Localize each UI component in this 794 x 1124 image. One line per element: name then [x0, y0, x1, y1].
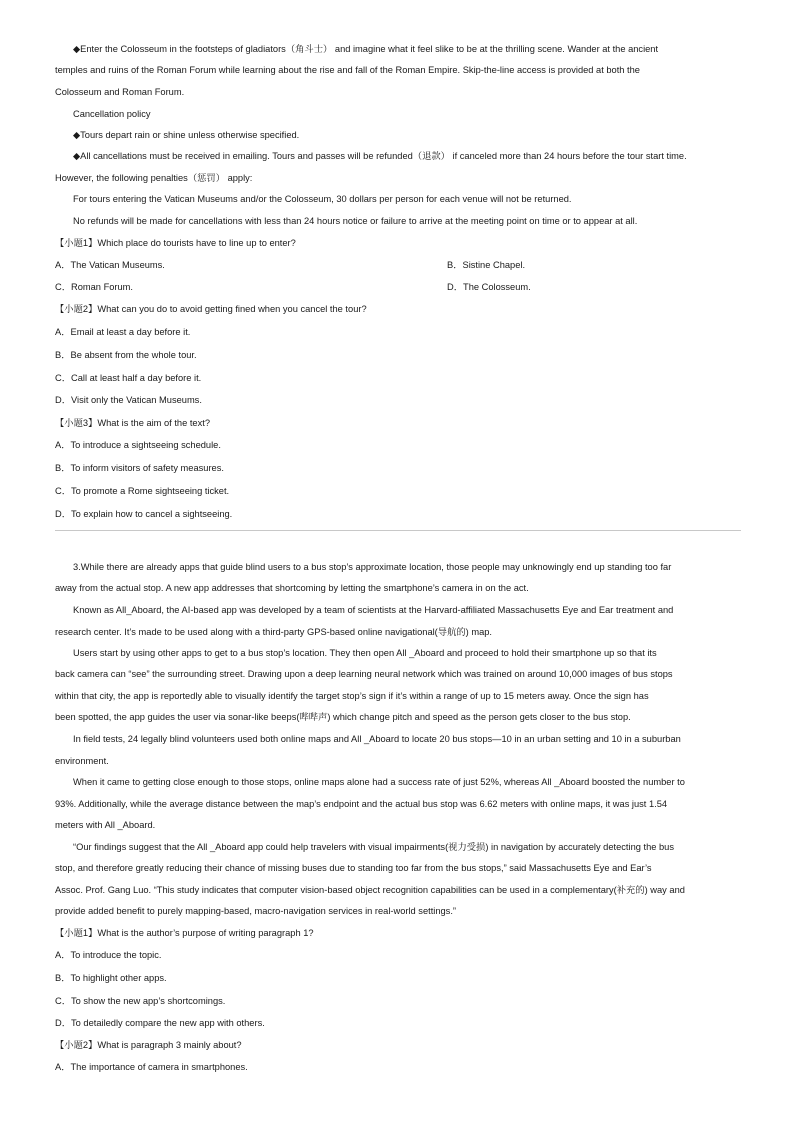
passage3-line: Known as All_Aboard, the AI-based app was developed by a team of scientists at the Harvard-affiliated Massachusetts Eye and Ear treatment and — [73, 605, 674, 615]
passage3-line: In field tests, 24 legally blind volunteers used both online maps and All _Aboard to locate 20 bus stops—10 in an urban setting and 10 in a suburban — [73, 734, 681, 744]
passage2-line: For tours entering the Vatican Museums and/or the Colosseum, 30 dollars per person for each venue will not be returned. — [73, 194, 572, 204]
answer-option-c: C．To show the new app’s shortcomings. — [55, 996, 226, 1006]
passage3-line: research center. It’s made to be used along with a third-party GPS-based online navigational(导航的) map. — [55, 627, 493, 637]
passage2-line: ◆Enter the Colosseum in the footsteps of gladiators（角斗士） and imagine what it feel slike to be at the thrilling scene. Wander at the ancient — [73, 44, 659, 54]
question-stem: 【小题1】Which place do tourists have to line up to enter? — [55, 238, 296, 248]
passage2-line: No refunds will be made for cancellations with less than 24 hours notice or failure to arrive at the meeting point on time or to appear at all. — [73, 216, 638, 226]
passage2-line: ◆Tours depart rain or shine unless otherwise specified. — [73, 130, 300, 140]
passage3-line: “Our findings suggest that the All _Aboard app could help travelers with visual impairments(视力受损) in navigation by accurately detecting the bus — [73, 842, 674, 852]
passage3-line: stop, and therefore greatly reducing their chance of missing buses due to standing too far from the bus stops,” said Massachusetts Eye and Ear’s — [55, 863, 652, 873]
answer-option-c: C．Call at least half a day before it. — [55, 373, 202, 383]
answer-option-b: B．To inform visitors of safety measures. — [55, 463, 224, 473]
answer-option-a: A．To introduce the topic. — [55, 950, 162, 960]
answer-option-a: A．To introduce a sightseeing schedule. — [55, 440, 221, 450]
passage3-line: away from the actual stop. A new app addresses that shortcoming by letting the smartphone’s camera in on the act. — [55, 583, 529, 593]
answer-option-a: A．Email at least a day before it. — [55, 327, 191, 337]
passage3-line: environment. — [55, 756, 109, 766]
answer-option-b: B．Be absent from the whole tour. — [55, 350, 197, 360]
passage3-line: When it came to getting close enough to those stops, online maps alone had a success rate of just 52%, whereas All _Aboard boosted the number to — [73, 777, 685, 787]
section-heading-cancellation: Cancellation policy — [73, 109, 151, 119]
answer-option-d: D．To explain how to cancel a sightseeing. — [55, 509, 233, 519]
answer-option-a: A．The importance of camera in smartphones. — [55, 1062, 248, 1072]
answer-option-d: D．The Colosseum. — [447, 282, 531, 292]
answer-option-c: C．To promote a Rome sightseeing ticket. — [55, 486, 230, 496]
passage3-line: 3.While there are already apps that guide blind users to a bus stop’s approximate location, those people may unknowingly end up standing too far — [73, 562, 672, 572]
passage2-line: ◆All cancellations must be received in emailing. Tours and passes will be refunded（退款） if canceled more than 24 hours before the tour start time. — [73, 151, 687, 161]
answer-option-d: D．To detailedly compare the new app with others. — [55, 1018, 265, 1028]
passage3-line: 93%. Additionally, while the average distance between the map’s endpoint and the actual bus stop was 6.62 meters with online maps, it was just 1.54 — [55, 799, 668, 809]
passage3-line: Users start by using other apps to get to a bus stop’s location. They then open All _Aboard and proceed to hold their smartphone up so that its — [73, 648, 657, 658]
passage2-line: temples and ruins of the Roman Forum while learning about the rise and fall of the Roman Empire. Skip-the-line access is provided at both the — [55, 65, 640, 75]
passage3-line: been spotted, the app guides the user via sonar-like beeps(哔哔声) which change pitch and speed as the person gets closer to the bus stop. — [55, 712, 631, 722]
passage3-line: back camera can “see” the surrounding street. Drawing upon a deep learning neural network which was trained on around 10,000 images of bus stops — [55, 669, 673, 679]
section-divider — [55, 530, 741, 531]
passage3-line: Assoc. Prof. Gang Luo. “This study indicates that computer vision-based object recognition capabilities can be used in a complementary(补充的) way and — [55, 885, 685, 895]
answer-option-d: D．Visit only the Vatican Museums. — [55, 395, 202, 405]
passage2-line: However, the following penalties（惩罚） apply: — [55, 173, 253, 183]
question-stem: 【小题2】What can you do to avoid getting fined when you cancel the tour? — [55, 304, 367, 314]
question-stem: 【小题3】What is the aim of the text? — [55, 418, 211, 428]
passage2-line: Colosseum and Roman Forum. — [55, 87, 185, 97]
passage3-line: meters with All _Aboard. — [55, 820, 156, 830]
answer-option-b: B．Sistine Chapel. — [447, 260, 526, 270]
answer-option-a: A．The Vatican Museums. — [55, 260, 165, 270]
passage3-line: within that city, the app is reportedly able to visually identify the target stop’s sign if it’s within a range of up to 15 meters away. Once the sign has — [55, 691, 649, 701]
question-stem: 【小题1】What is the author’s purpose of writing paragraph 1? — [55, 928, 314, 938]
answer-option-b: B．To highlight other apps. — [55, 973, 167, 983]
question-stem: 【小题2】What is paragraph 3 mainly about? — [55, 1040, 242, 1050]
answer-option-c: C．Roman Forum. — [55, 282, 134, 292]
passage3-line: provide added benefit to purely mapping-based, macro-navigation services in real-world settings.” — [55, 906, 457, 916]
